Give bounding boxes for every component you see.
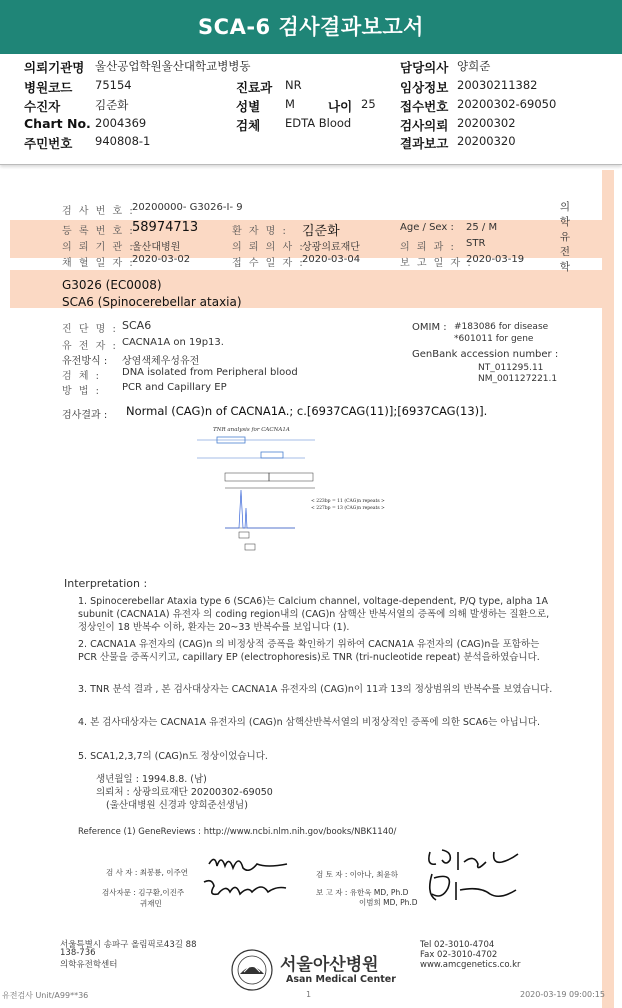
field-label: 검 사 번 호 : xyxy=(62,206,135,217)
requester-note: (울산대병원 신경과 양희준선생님) xyxy=(106,800,248,811)
field-label: 접 수 일 자 : xyxy=(232,258,305,269)
interpretation-item: 5. SCA1,2,3,7의 (CAG)n도 정상이었습니다. xyxy=(78,751,268,762)
signer-tester: 검 사 자 : 최봉룡, 이주연 xyxy=(106,868,189,877)
genbank-accession: NT_011295.11 xyxy=(478,363,544,373)
field-label: 검 체 : xyxy=(62,371,102,382)
footer-right: 2020-03-19 09:00:15 xyxy=(520,990,605,999)
field-label: 진 단 명 : xyxy=(62,324,118,335)
header-value: 2004369 xyxy=(95,116,147,130)
signer-reporter: 이범희 MD, Ph.D xyxy=(359,898,418,907)
diagnosis: SCA6 xyxy=(122,319,152,332)
page-footer xyxy=(0,988,622,1008)
header-value: 75154 xyxy=(95,78,132,92)
signature xyxy=(200,874,300,902)
field-label: 환 자 명 : xyxy=(232,226,288,237)
genbank-accession: NM_001127221.1 xyxy=(478,374,558,384)
collect-date: 2020-03-02 xyxy=(132,254,191,265)
birth-date: 생년월일 : 1994.8.8. (남) xyxy=(96,774,207,785)
peak-label xyxy=(239,532,249,538)
hospital-name-en: Asan Medical Center xyxy=(286,974,396,985)
exam-number: 20200000- G3026-I- 9 xyxy=(132,202,243,213)
header-key: 접수번호 xyxy=(400,99,449,114)
omim-disease: #183086 for disease xyxy=(454,322,549,332)
field-label: 의 뢰 의 사 : xyxy=(232,242,305,253)
header-value: 울산공업학원울산대학교병병동 xyxy=(95,59,251,73)
interpretation-item: 2. CACNA1A 유전자의 (CAG)n 의 비정상적 증폭을 확인하기 위하여 CACNA1A 유전자의 (CAG)n을 포함하는 PCR 산물을 증폭시키고, capillary EP (electrophoresis)로 TNR (tri-nucleotide repeat) 분석을하였습니다. xyxy=(78,639,540,663)
header-key: 주민번호 xyxy=(24,136,73,151)
address-line: 138-736 xyxy=(60,948,96,958)
header-value: 20030211382 xyxy=(457,78,538,92)
requester: 의뢰처 : 상광의료재단 20200302-69050 xyxy=(96,787,273,798)
field-label: 의 뢰 과 : xyxy=(400,242,456,253)
signature xyxy=(422,870,532,906)
header-key: 담당의사 xyxy=(400,60,449,75)
header-value: 20200302-69050 xyxy=(457,97,557,111)
field-label: 등 록 번 호 : xyxy=(62,226,135,237)
header-value: 20200302 xyxy=(457,116,516,130)
gene: CACNA1A on 19p13. xyxy=(122,337,224,348)
genbank-label: GenBank accession number : xyxy=(412,349,559,360)
request-institution: 울산대병원 xyxy=(132,242,181,253)
scanned-report xyxy=(10,170,614,1008)
footer-page: 1 xyxy=(306,990,312,999)
header-key: 병원코드 xyxy=(24,80,73,95)
repeat-annotation: < 223bp = 11 (CAG)n repeats > xyxy=(311,499,385,504)
header-key: 성별 xyxy=(236,99,261,114)
field-label: 의 뢰 기 관 : xyxy=(62,242,135,253)
website: www.amcgenetics.co.kr xyxy=(420,960,521,970)
interpretation-item: 1. Spinocerebellar Ataxia type 6 (SCA6)는 Calcium channel, voltage-dependent, P/Q type, alpha 1A subunit (CACNA1A) 유전자 의 coding region내의 (CAG)n 삼핵산 반복서열의 증폭에 의해 발생하는 질환으로, 정상인이 18 반복수 이하, 환자는 20~33 반복수를 보입니다 (1). xyxy=(78,596,550,633)
omim-gene: *601011 for gene xyxy=(454,334,534,344)
side-band xyxy=(602,170,614,1008)
report-title: SCA-6 검사결과보고서 xyxy=(0,0,622,54)
address-line: 의학유전학센터 xyxy=(60,960,118,970)
header-key: 나이 xyxy=(328,99,353,114)
header-key: 결과보고 xyxy=(400,136,449,151)
header-value: 20200320 xyxy=(457,134,516,148)
method: PCR and Capillary EP xyxy=(122,382,227,393)
header-value: 940808-1 xyxy=(95,134,151,148)
header-key: 검체 xyxy=(236,118,261,133)
lane-box xyxy=(225,473,269,481)
request-ward: STR xyxy=(466,238,486,249)
header-value: M xyxy=(285,97,295,111)
header-key: 의뢰기관명 xyxy=(24,60,85,75)
header-key: 검사의뢰 xyxy=(400,118,449,133)
interpretation-item: 4. 본 검사대상자는 CACNA1A 유전자의 (CAG)n 삼핵산반복서열의 비정상적인 증폭에 의한 SCA6는 아닙니다. xyxy=(78,717,541,728)
peak-label xyxy=(245,544,255,550)
repeat-annotation: < 227bp = 13 (CAG)n repeats > xyxy=(311,506,385,511)
field-label: Age / Sex : xyxy=(400,222,454,233)
report-date: 2020-03-19 xyxy=(466,254,525,265)
omim-label: OMIM : xyxy=(412,322,447,333)
hospital-name-ko: 서울아산병원 xyxy=(280,955,379,975)
interpretation-item: 3. TNR 분석 결과 , 본 검사대상자는 CACNA1A 유전자의 (CAG)n이 11과 13의 정상범위의 반복수를 보였습니다. xyxy=(78,684,553,695)
header-key: Chart No. xyxy=(24,116,91,131)
lane-box xyxy=(269,473,313,481)
header-key: 수진자 xyxy=(24,99,61,114)
age-sex: 25 / M xyxy=(466,222,498,233)
registration-number: 58974713 xyxy=(132,220,199,235)
field-label: 방 법 : xyxy=(62,386,102,397)
header-key: 임상정보 xyxy=(400,80,449,95)
footer-left: 유전검사 Unit/A99**36 xyxy=(2,991,89,1000)
signer-reporter: 보 고 자 : 유한욱 MD, Ph.D xyxy=(316,888,409,897)
patient-name: 김준화 xyxy=(302,224,340,239)
address-line: 서울특별시 송파구 올림픽로43길 88 xyxy=(60,940,197,950)
vertical-department: 의학유전학 xyxy=(559,201,571,273)
inheritance: 상염색체우성유전 xyxy=(122,356,200,367)
field-label: 보 고 일 자 : xyxy=(400,258,473,269)
report-header xyxy=(0,54,622,165)
chart-title: TNR analysis for CACNA1A xyxy=(213,427,290,433)
specimen: DNA isolated from Peripheral blood xyxy=(122,367,298,378)
trace-peak xyxy=(225,490,295,528)
hospital-seal-icon xyxy=(230,948,274,992)
test-code: G3026 (EC0008) xyxy=(62,278,162,292)
result-text: Normal (CAG)n of CACNA1A.; c.[6937CAG(11)];[6937CAG(13)]. xyxy=(126,404,488,418)
result-label: 검사결과 : xyxy=(62,410,108,421)
fax: Fax 02-3010-4702 xyxy=(420,950,498,960)
tel: Tel 02-3010-4704 xyxy=(420,940,495,950)
field-label: 유 전 자 : xyxy=(62,341,118,352)
request-doctor: 상광의료재단 xyxy=(302,242,360,253)
field-label: 채 혈 일 자 : xyxy=(62,258,135,269)
header-value: 25 xyxy=(361,97,376,111)
receipt-date: 2020-03-04 xyxy=(302,254,361,265)
reference: Reference (1) GeneReviews : http://www.ncbi.nlm.nih.gov/books/NBK1140/ xyxy=(78,827,397,837)
interpretation-title: Interpretation : xyxy=(64,577,148,590)
signer-reviewer: 검 토 자 : 이아나, 최윤하 xyxy=(316,870,399,879)
header-value: NR xyxy=(285,78,302,92)
field-label: 유전방식 : xyxy=(62,356,108,367)
header-key: 진료과 xyxy=(236,80,273,95)
header-value: EDTA Blood xyxy=(285,116,352,130)
signer-advisor: 귀재민 xyxy=(140,899,162,908)
header-value: 김준화 xyxy=(95,98,129,112)
test-name: SCA6 (Spinocerebellar ataxia) xyxy=(62,295,242,309)
header-value: 양희준 xyxy=(457,59,491,73)
signer-advisor: 검사자문 : 김구환,이진주 xyxy=(102,888,185,897)
gel-box xyxy=(261,452,283,458)
tnr-electropherogram xyxy=(195,420,395,560)
